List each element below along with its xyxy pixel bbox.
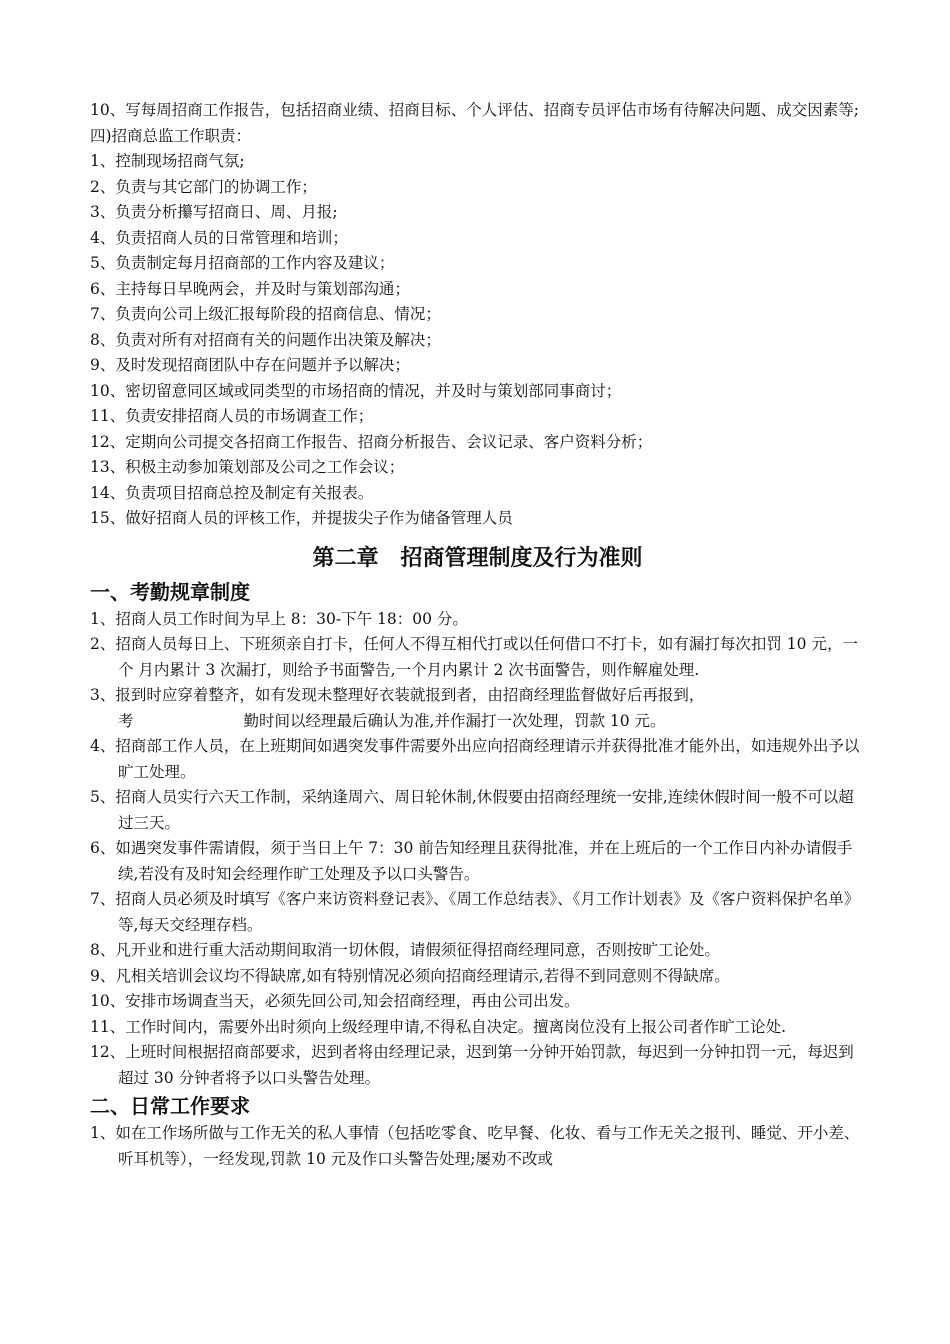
section-heading-attendance: 一、考勤规章制度	[90, 579, 250, 604]
list-item	[90, 683, 865, 734]
list-item-text-continued: 考	[118, 711, 134, 730]
list-item: 10、写每周招商工作报告，包括招商业绩、招商目标、个人评估、招商专员评估市场有待解决问题、成交因素等;	[90, 101, 859, 119]
list-item: 2、负责与其它部门的协调工作；	[90, 177, 317, 196]
list-item: 4、负责招商人员的日常管理和培训；	[90, 228, 348, 247]
list-item: 9、凡相关培训会议均不得缺席,如有特别情况必须向招商经理请示,若得不到同意则不得缺席。	[90, 966, 730, 985]
list-item: 4、招商部工作人员，在上班期间如遇突发事件需要外出应向招商经理请示并获得批准才能外出，如违规外出予以旷工处理。	[90, 737, 860, 781]
list-item: 6、如遇突发事件需请假，须于当日上午 7：30 前告知经理且获得批准，并在上班后的一个工作日内补办请假手续,若没有及时知会经理作旷工处理及予以口头警告。	[90, 839, 853, 883]
list-item: 7、招商人员必须及时填写《客户来访资料登记表》、《周工作总结表》、《月工作计划表》及《客户资料保护名单》等,每天交经理存档。	[90, 890, 860, 934]
list-item: 1、招商人员工作时间为早上 8：30-下午 18：00 分。	[90, 609, 468, 628]
list-item: 6、主持每日早晚两会，并及时与策划部沟通；	[90, 279, 410, 298]
list-item: 1、如在工作场所做与工作无关的私人事情（包括吃零食、吃早餐、化妆、看与工作无关之报刊、睡觉、开小差、听耳机等），一经发现,罚款 10 元及作口头警告处理;屡劝不改或	[90, 1124, 860, 1168]
list-item: 5、招商人员实行六天工作制，采纳逢周六、周日轮休制,休假要由招商经理统一安排,连续休假时间一般不可以超过三天。	[90, 788, 854, 832]
list-item-text-continued-tail: 勤时间以经理最后确认为准,并作漏打一次处理，罚款 10 元。	[243, 711, 666, 730]
list-item: 11、工作时间内，需要外出时须向上级经理申请,不得私自决定。擅离岗位没有上报公司者作旷工论处.	[90, 1017, 787, 1036]
list-item: 7、负责向公司上级汇报每阶段的招商信息、情况；	[90, 305, 441, 323]
list-item: 8、凡开业和进行重大活动期间取消一切休假，请假须征得招商经理同意，否则按旷工论处。	[90, 941, 720, 959]
list-item: 12、上班时间根据招商部要求，迟到者将由经理记录，迟到第一分钟开始罚款，每迟到一分钟扣罚一元，每迟到超过 30 分钟者将予以口头警告处理。	[90, 1043, 854, 1087]
list-item: 11、负责安排招商人员的市场调查工作；	[90, 407, 374, 425]
list-item: 13、积极主动参加策划部及公司之工作会议；	[90, 458, 405, 476]
list-item: 3、负责分析攥写招商日、周、月报;	[90, 203, 338, 221]
attendance-rules-list	[90, 607, 865, 1092]
daily-requirements-list	[90, 1121, 865, 1172]
list-item: 12、定期向公司提交各招商工作报告、招商分析报告、会议记录、客户资料分析；	[90, 432, 653, 451]
list-item-text: 3、报到时应穿着整齐，如有发现未整理好衣装就报到者，由招商经理监督做好后再报到，	[90, 686, 705, 704]
chapter-title: 第二章 招商管理制度及行为准则	[312, 545, 643, 571]
list-item: 9、及时发现招商团队中存在问题并予以解决；	[90, 356, 410, 374]
list-item: 14、负责项目招商总控及制定有关报表。	[90, 483, 374, 502]
list-item: 10、密切留意同区域或同类型的市场招商的情况，并及时与策划部同事商讨；	[90, 381, 622, 400]
list-item: 8、负责对所有对招商有关的问题作出决策及解决；	[90, 330, 441, 349]
duties-list	[90, 98, 865, 532]
list-item: 10、安排市场调查当天，必须先回公司,知会招商经理，再由公司出发。	[90, 992, 580, 1010]
list-item: 2、招商人员每日上、下班须亲自打卡，任何人不得互相代打或以任何借口不打卡，如有漏打每次扣罚 10 元，一个 月内累计 3 次漏打，则给予书面警告,一个月内累计 2 次书面警告，则作解雇处理.	[90, 635, 858, 679]
list-item: 四)招商总监工作职责：	[90, 126, 252, 145]
section-heading-daily-requirements: 二、日常工作要求	[90, 1094, 250, 1118]
list-item: 15、做好招商人员的评核工作，并提拔尖子作为储备管理人员	[90, 509, 513, 527]
document-page	[90, 98, 865, 1172]
list-item: 5、负责制定每月招商部的工作内容及建议；	[90, 254, 395, 272]
list-item: 1、控制现场招商气氛;	[90, 152, 245, 170]
